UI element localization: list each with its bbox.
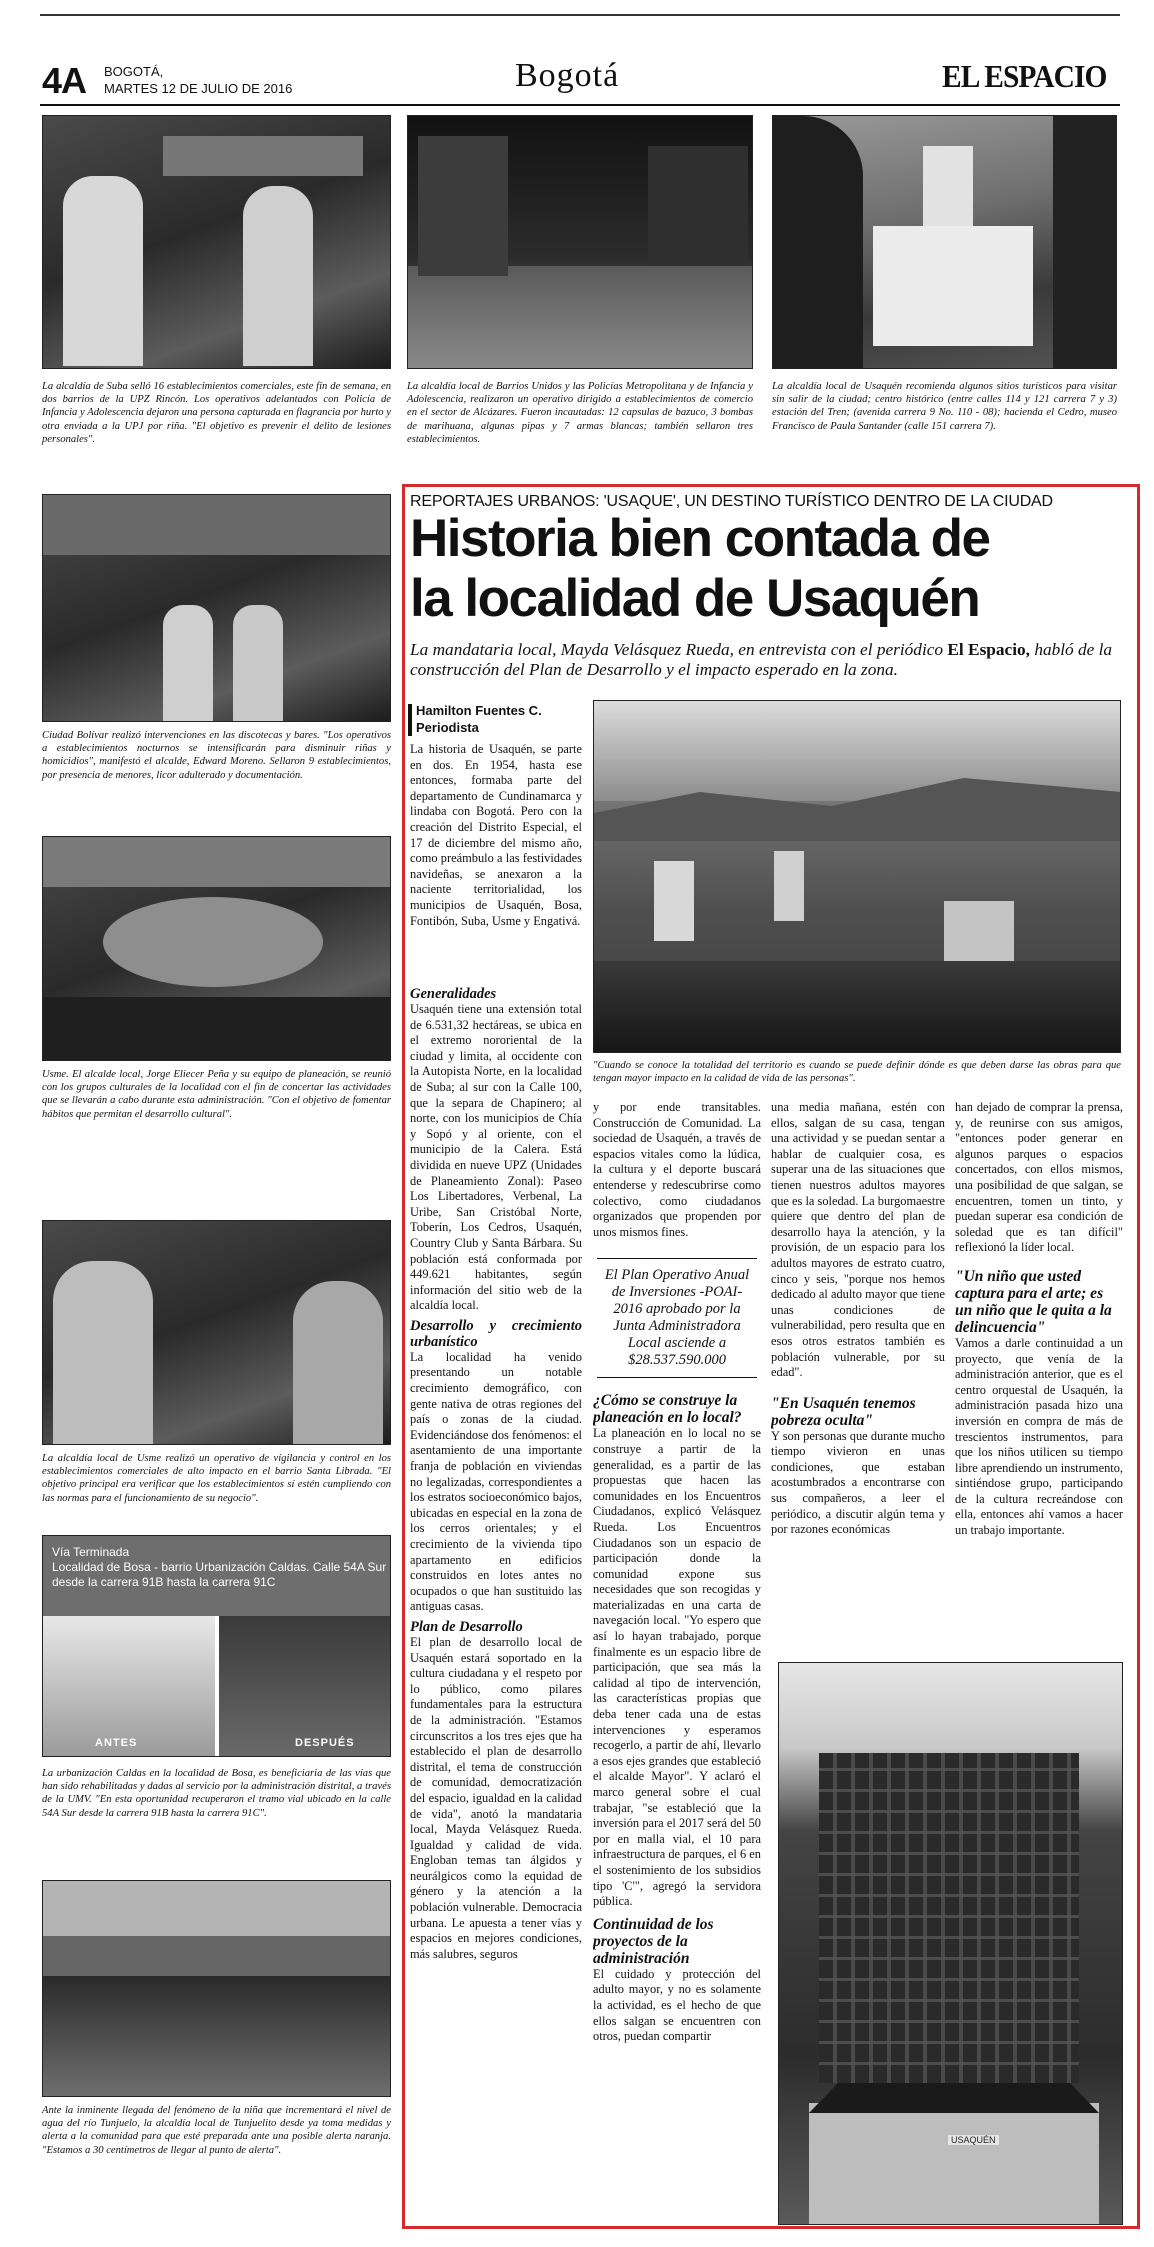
col1-plan-text: El plan de desarrollo local de Usaquén estará soportado en la cultura ciudadana y el respeto por lo público, como pilares fundamentales para la estructura de la administración. "Estamos circunscritos a los tres ejes que ha establecido el plan de desarrollo distrital, el tema de construcción de comunidad, democratización del espacio, igualdad en la calidad de vida", anotó la mandataria local, Mayda Velásquez Rueda. Igualdad y calidad de vida. Engloban temas tan álgidos y neurálgicos como la equidad de género y la atención a la población vulnerable. Democracia urbana. Le apuesta a tener vías y espacios en mejores condiciones, más salubres, seguros <box>410 1634 582 1961</box>
left-caption-5: Ante la inminente llegada del fenómeno de la niña que incrementará el nivel de agua del río Tunjuelo, la alcaldía local de Tunjuelito desde ya toma medidas y alerta a la comunidad para que esté preparada ante una posible alerta naranja. "Estamos a 30 centímetros de llegar al punto de alerta". <box>42 2105 391 2156</box>
pull-quote: El Plan Operativo Anual de Inversiones -POAI- 2016 aprobado por la Junta Administradora Local asciende a $28.537.590.000 <box>597 1258 757 1378</box>
left-caption-1: Ciudad Bolívar realizó intervenciones en las discotecas y bares. "Los operativos a establecimientos nocturnos se intensificarán para disminuir riñas y homicidios", manifestó el alcalde, Edward Moreno. Sellaron 9 establecimientos, por presencia de menores, licor adulterado y documentación. <box>42 730 391 781</box>
sub-generalidades: Generalidades <box>410 986 497 1002</box>
article-col-1 <box>410 982 582 2227</box>
tunjuelo-river-photo <box>42 1880 391 2097</box>
usme-operativo-photo <box>42 1220 391 1445</box>
sub-pobreza: "En Usaquén tenemos pobreza oculta" <box>771 1394 916 1429</box>
suba-police-photo <box>42 115 391 369</box>
alcazares-street-photo <box>407 115 753 369</box>
col4-intro-text: han dejado de comprar la prensa, y, de reunirse con sus amigos, "entonces poder generar en algunos parques o espacios concertados, con ellos mismos, una posibilidad de que salgan, se encuentren, tomen un tinto, y puedan superar esa condición de soledad que es tan difícil" reflexionó la líder local. <box>955 1100 1123 1255</box>
bosa-overlay-text: Localidad de Bosa - barrio Urbanización Caldas. Calle 54A Sur desde la carrera 91B hasta la carrera 91C <box>52 1560 387 1589</box>
author-role: Periodista <box>416 720 479 735</box>
label-after: DESPUÉS <box>295 1737 355 1749</box>
masthead: EL ESPACIO <box>942 58 1107 94</box>
col1-intro-text: La historia de Usaquén, se parte en dos. En 1954, hasta ese entonces, formaba parte del departamento de Cundinamarca y lindaba con Bogotá. Pero con la creación del Distrito Especial, el 17 de diciembre del mismo año, como preámbulo a las festividades navideñas, se anexaron a la naciente territorialidad, los municipios de Usaquén, Bosa, Fontibón, Suba, Usme y Engativá. <box>410 742 582 928</box>
sub-nino: "Un niño que usted captura para el arte; es un niño que le quita a la delincuencia" <box>955 1267 1112 1336</box>
building-sign: USAQUÉN <box>948 2135 999 2145</box>
usaquen-church-photo <box>772 115 1117 369</box>
article-col-4 <box>955 1100 1123 1660</box>
col3-pobreza-text: Y son personas que durante mucho tiempo vivieron en unas condiciones, que estaban acostumbrados a encontrarse con sus compañeros, a leer el periódico, a discutir algún tema y por razones económicas <box>771 1428 945 1537</box>
section-title: Bogotá <box>515 57 620 94</box>
label-before: ANTES <box>95 1737 138 1749</box>
header-date: MARTES 12 DE JULIO DE 2016 <box>104 81 293 96</box>
col4-nino-text: Vamos a darle continuidad a un proyecto, que venía de la administración anterior, que es el centro orquestal de Usaquén, la administración pasada hizo una inversión en compra de más de trescientos instrumentos, para que los niños utilicen su tiempo libre aprendiendo un instrumento, sintiéndose grupo, participando de la cultura recreándose con ella, entonces ahí vamos a hacer un trabajo importante. <box>955 1335 1123 1538</box>
article-deck <box>410 640 1130 680</box>
usme-culture-photo <box>42 836 391 1061</box>
deck-brand: El Espacio, <box>947 640 1030 659</box>
byline-bar <box>408 704 412 736</box>
col1-generalidades-text: Usaquén tiene una extensión total de 6.531,32 hectáreas, se ubica en el extremo nororiental de la ciudad y limita, al occidente con la Autopista Norte, en la localidad de Suba; al sur con la Calle 100, que la separa de Chapinero; al norte, con los municipios de Chía y Sopó y al oriente, con el municipio de la Calera. Está dividida en nueve UPZ (Unidades de Planeamiento Zonal): Paseo Los Libertadores, Verbenal, La Uribe, San Cristóbal Norte, Toberín, Los Cedros, Usaquén, Country Club y Santa Bárbara. Su población está conformada por 449.621 habitantes, según información del sitio web de la alcaldía local. <box>410 1002 582 1313</box>
left-caption-4: La urbanización Caldas en la localidad de Bosa, es beneficiaria de las vías que han sido rehabilitadas y dadas al servicio por la administración distrital, a través de la UMV. "En esta oportunidad recuperaron el tramo vial ubicado en la calle 54A Sur desde la carrera 91B hasta la carrera 91C". <box>42 1768 391 1819</box>
headline-line-2: la localidad de Usaquén <box>410 569 980 628</box>
aerial-photo-caption: "Cuando se conoce la totalidad del territorio es cuando se puede definir dónde es que deben darse las obras para que tengan mayor impacto en la calidad de vida de las personas". <box>593 1060 1121 1085</box>
top-edge <box>40 14 1120 16</box>
header-city: BOGOTÁ, <box>104 64 164 79</box>
deck-text-1: La mandataria local, Mayda Velásquez Rueda, en entrevista con el periódico <box>410 640 948 659</box>
usaquen-aerial-photo <box>593 700 1121 1053</box>
page-number: 4A <box>42 60 87 101</box>
top-caption-2: La alcaldía local de Barrios Unidos y las Policías Metropolitana y de Infancia y Adolescencia, realizaron un operativo dirigido a establecimientos de comercio en el sector de Alcázares. Fueron incautadas: 12 capsulas de bazuco, 3 bombas de marihuana, algunas pipas y 7 armas blancas; también sellaron tres establecimientos. <box>407 381 753 445</box>
left-caption-2: Usme. El alcalde local, Jorge Eliecer Peña y su equipo de planeación, se reunió con los grupos culturales de la localidad con el fin de concertar las actividades que se llevarán a cabo durante esta administración. "Con el objetivo de fomentar hábitos que permitan el desarrollo cultural". <box>42 1069 391 1120</box>
sub-plan: Plan de Desarrollo <box>410 1618 523 1635</box>
bosa-overlay-title: Vía Terminada <box>52 1545 130 1559</box>
col2-como-text: La planeación en lo local no se construye a partir de la generalidad, es a partir de las propuestas que hacen las comunidades en los Encuentros Ciudadanos, explicó Velásquez Rueda. Los Encuentros Ciudadanos son un espacio de participación donde la comunidad expone sus necesidades que son recogidas y materializadas en una carta de navegación local. "Yo espero que así lo hayan trabajado, porque finalmente es un espacio libre de participación, que sea más la calidad al tipo de intervención, las características propias que deba tener cada una de estas intervenciones y esperamos recogerlo, a partir de ahí, llevarlo a esos ejes grandes que estableció el alcalde Mayor". Y aclaró el marco general sobre el cual trabajar, "se estableció que la inversión para el 2017 será del 50 por en malla vial, el 10 para infraestructura de parques, el 6 en el sostenimiento de los subsidios tipo 'C'", agregó la servidora pública. <box>593 1426 761 1909</box>
col2-continuidad-text: El cuidado y protección del adulto mayor, y no es solamente la actividad, es el hecho de que ellos salgan se encuentren con otros, puedan compartir <box>593 1966 761 2044</box>
article-kicker: REPORTAJES URBANOS: 'USAQUE', UN DESTINO TURÍSTICO DENTRO DE LA CIUDAD <box>410 493 1053 510</box>
left-caption-3: La alcaldía local de Usme realizó un operativo de vigilancia y control en los establecimientos comerciales de alto impacto en el barrio Santa Librada. "El objetivo principal era verificar que los establecimientos sí estén cumpliendo con las normas para el funcionamiento de su negocio". <box>42 1453 391 1504</box>
sub-como: ¿Cómo se construye la planeación en lo local? <box>593 1392 742 1427</box>
article-col-2 <box>593 1100 761 2225</box>
deck-text-2: habló de la construcción del Plan de Desarrollo y el impacto esperado en la zona. <box>410 640 1113 679</box>
article-col-3 <box>771 1100 945 1660</box>
col1-desarrollo-text: La localidad ha venido presentando un notable crecimiento demográfico, con gente nativa de otras regiones del país o zonas de la ciudad. Evidenciándose dos fenómenos: el asentamiento de una importante franja de población en viviendas no legalizadas, correspondientes a los estratos socioeconómico bajos, ubicadas en especial en la zona de los cerros orientales; y el crecimiento de la vivienda tipo apartamento en edificios construidos en lotes antes no ocupados o que han sustituido las antiguas casas. <box>410 1349 582 1614</box>
header-rule <box>40 104 1120 106</box>
headline-line-1: Historia bien contada de <box>410 509 990 568</box>
author-name: Hamilton Fuentes C. <box>416 703 542 718</box>
col2-intro-text: y por ende transitables. Construcción de Comunidad. La sociedad de Usaquén, a través de espacios vitales como la lúdica, la cultura y el deporte buscará entenderse y redescubrirse como colectivo, como ciudadanos organizados que propenden por unos mismos fines. <box>593 1100 761 1239</box>
top-caption-3: La alcaldía local de Usaquén recomienda algunos sitios turísticos para visitar sin salir de la ciudad; centro histórico (entre calles 114 y 121 carrera 7 y 3) estación del Tren; (avenida carrera 9 No. 110 - 08); hacienda el Cedro, museo Francisco de Paula Santander (calle 151 carrera 7). <box>772 381 1117 432</box>
sub-continuidad: Continuidad de los proyectos de la administración <box>593 1915 714 1967</box>
article-col-1-top <box>410 742 582 982</box>
top-caption-1: La alcaldía de Suba selló 16 establecimientos comerciales, este fin de semana, en dos barrios de la UPZ Rincón. Los operativos adelantados con Policía de Infancia y Adolescencia dejaron una persona capturada en flagrancia por hurto y otra enviada a la UPJ por riña. "El objetivo es prevenir el delito de lesiones personales". <box>42 381 391 445</box>
sub-desarrollo: Desarrollo y crecimiento urbanístico <box>410 1317 582 1350</box>
ciudad-bolivar-photo <box>42 494 391 722</box>
col3-intro-text: una media mañana, estén con ellos, salgan de su casa, tengan una actividad y se puedan sentar a hablar de cualquier cosa, es superar una de las situaciones que tienen nuestros adultos mayores que es la soledad. La burgomaestre quiere que dentro del plan de desarrollo haya la atención, y la provisión, de un espacio para los adultos mayores de estrato cuatro, cinco y seis, "porque nos hemos dedicado al adulto mayor que tiene unas condiciones de vulnerabilidad, pero resulta que en esos otros estratos también es población vulnerable, por su edad". <box>771 1100 945 1380</box>
